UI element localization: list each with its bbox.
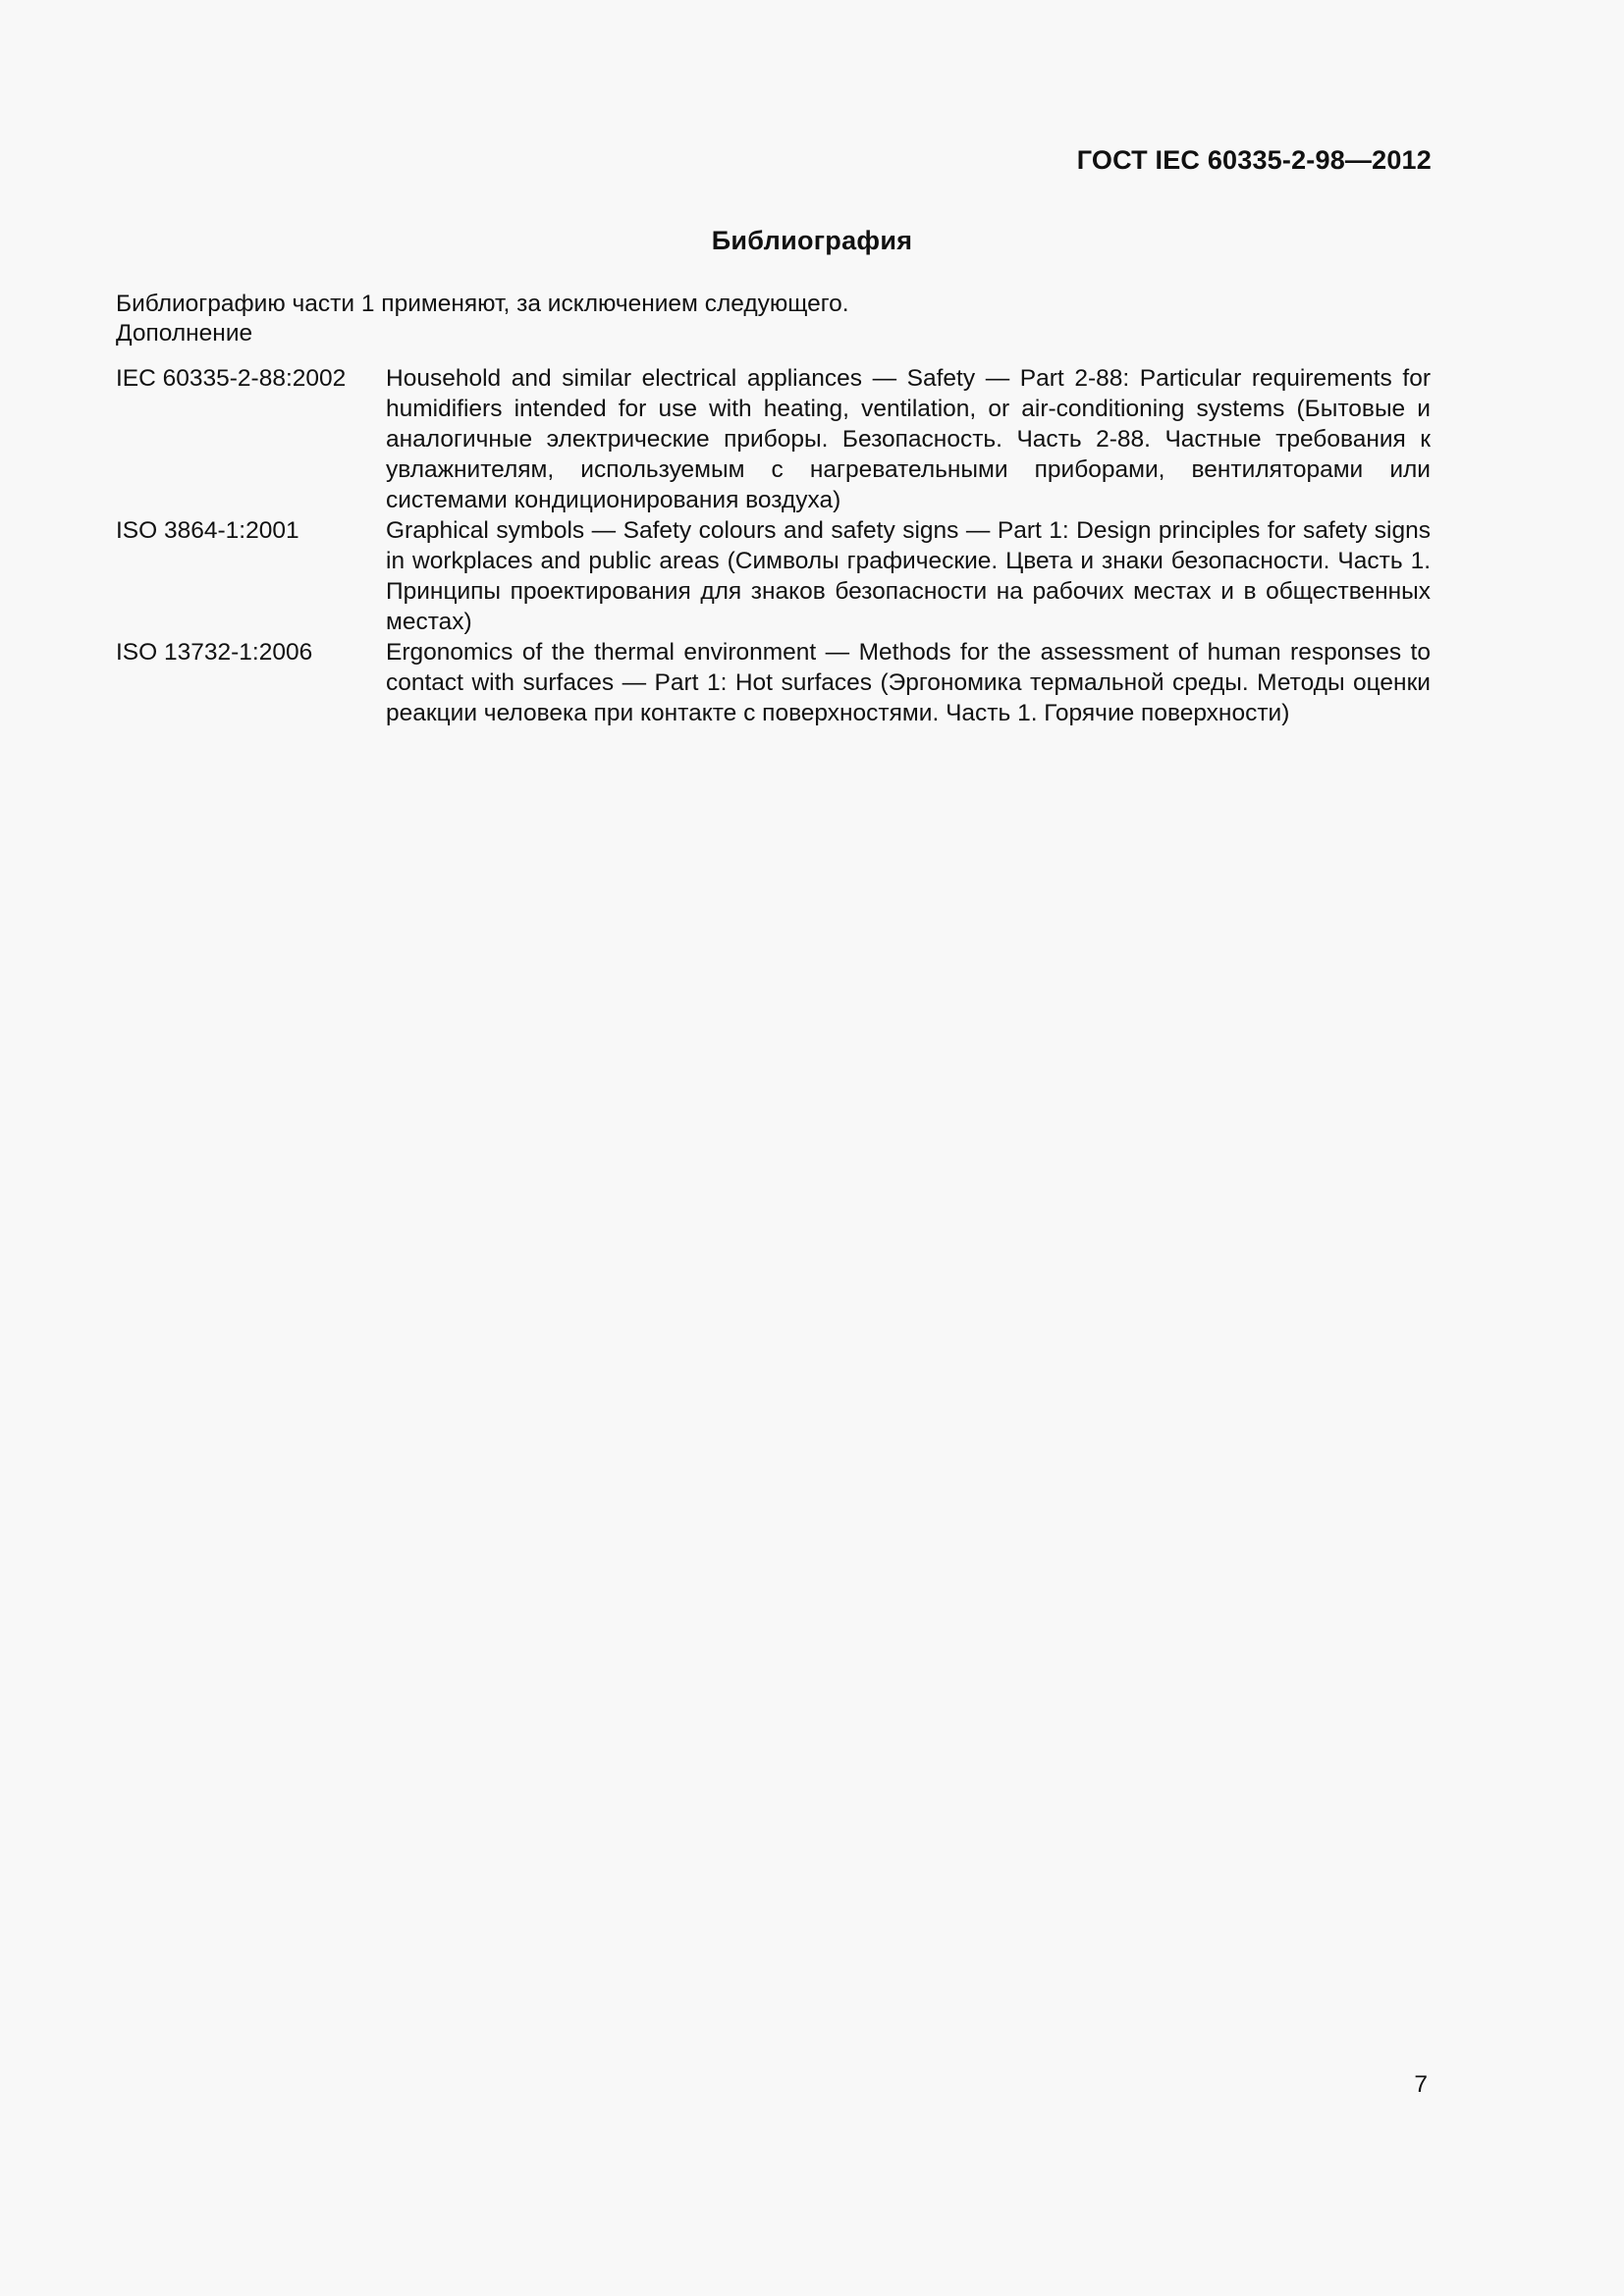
bibliography-entry	[116, 515, 1431, 637]
bibliography-entry	[116, 363, 1431, 515]
entry-description: Ergonomics of the thermal environment — Methods for the assessment of human responses to contact with surfaces — Part 1: Hot surfaces (Эргономика термальной среды. Методы оценки реакции человека при контакте с поверхностями. Часть 1. Горячие поверхности)	[386, 639, 1431, 726]
section-title: Библиография	[711, 226, 913, 255]
entry-code: IEC 60335-2-88:2002	[116, 365, 347, 392]
entry-code: ISO 13732-1:2006	[116, 639, 313, 666]
bibliography-list	[116, 363, 1431, 728]
page-number: 7	[1414, 2071, 1428, 2098]
document-code-header: ГОСТ IEC 60335-2-98—2012	[1076, 145, 1432, 175]
intro-line-1: Библиографию части 1 применяют, за исключением следующего.	[116, 291, 849, 317]
intro-line-2: Дополнение	[116, 320, 253, 347]
entry-description: Graphical symbols — Safety colours and safety signs — Part 1: Design principles for safety signs in workplaces and public areas (Символы графические. Цвета и знаки безопасности. Часть 1. Принципы проектирования для знаков безопасности на рабочих местах и в общественных местах)	[386, 517, 1431, 635]
intro-text	[116, 290, 849, 348]
entry-code: ISO 3864-1:2001	[116, 517, 299, 544]
bibliography-entry	[116, 637, 1431, 728]
entry-description: Household and similar electrical appliances — Safety — Part 2-88: Particular requirements for humidifiers intended for use with heating, ventilation, or air-conditioning systems (Бытовые и аналогичные электрические приборы. Безопасность. Часть 2-88. Частные требования к увлажнителям, используемым с нагревательными приборами, вентиляторами или системами кондиционирования воздуха)	[386, 365, 1431, 513]
